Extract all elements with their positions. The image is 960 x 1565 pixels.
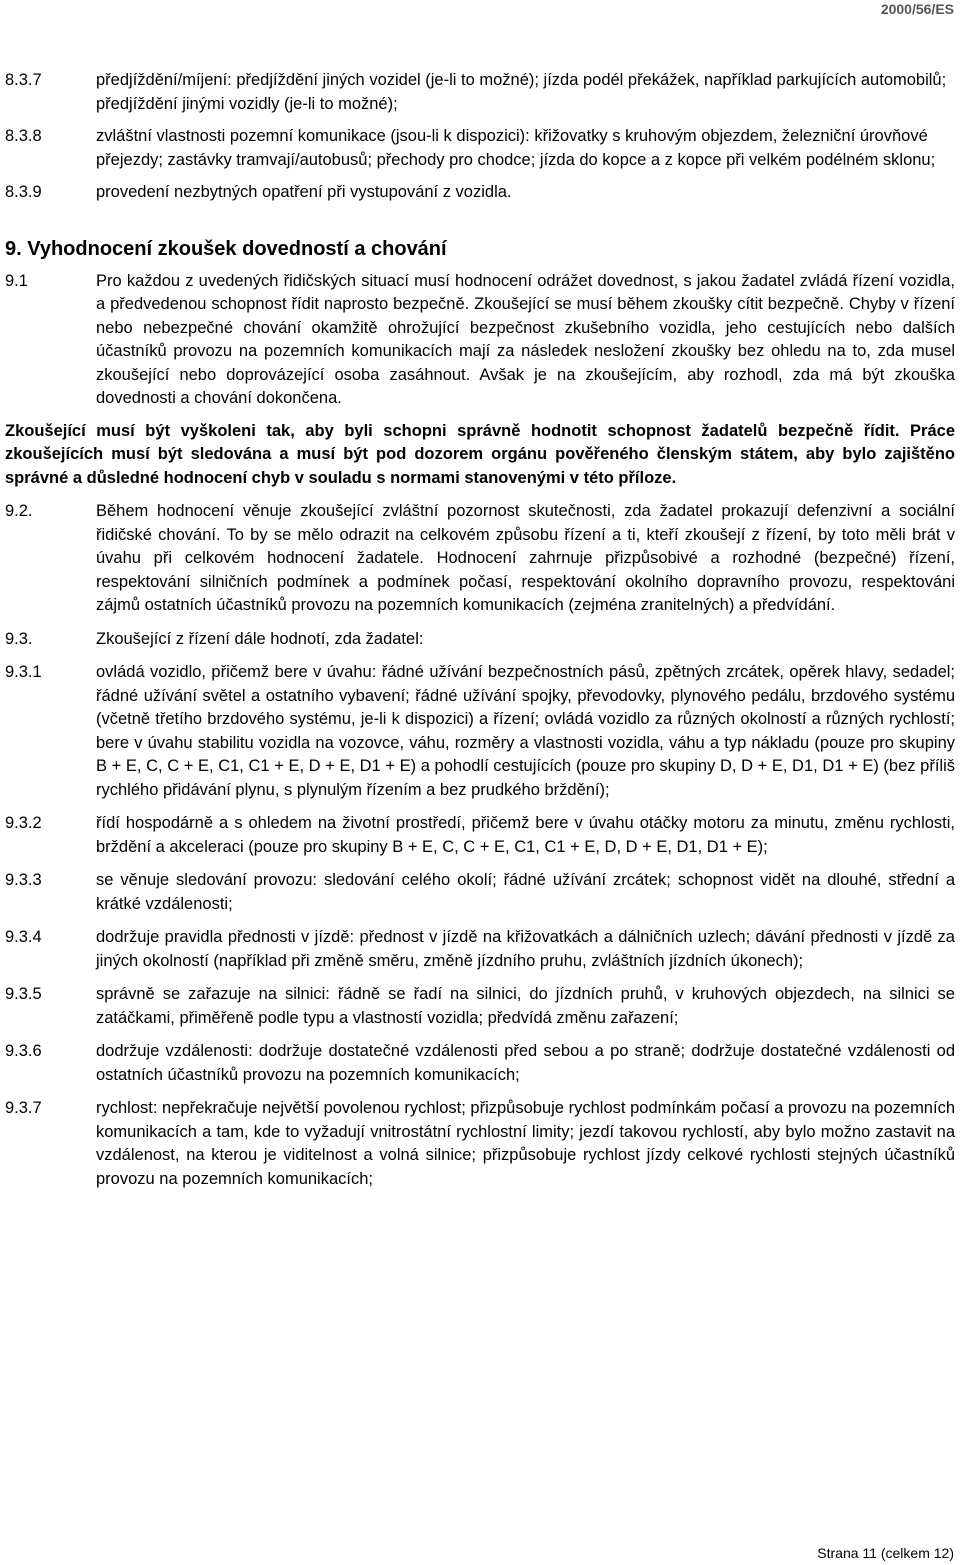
item-text: Pro každou z uvedených řidičských situací musí hodnocení odrážet dovednost, s jakou žadatel zvládá řízení vozidla, a předvedenou schopnost řídit naprosto bezpečně. Zkoušející se musí během zkoušky cítit bezpečně. Chyby v řízení nebo nebezpečné chování okamžitě ohrožující bezpečnost zkušebního vozidla, jeho cestujících nebo dalších účastníků provozu na pozemních komunikacích mají za následek nesložení zkoušky bez ohledu na to, zda musel zkoušející nebo doprovázející osoba zasáhnout. Avšak je na zkoušejícím, aby rozhodl, zda má být zkouška dovednosti a chování dokončena.: [96, 271, 955, 407]
item-number: 9.3.: [5, 629, 33, 648]
item-text: dodržuje pravidla přednosti v jízdě: přednost v jízdě na křižovatkách a dálničních uzlech; dávání přednosti v jízdě za jiných okolností (například při změně směru, změně jízdního pruhu, zvláštních jízdních úkonech);: [96, 928, 955, 970]
list-item: [5, 983, 955, 1030]
list-item: [5, 661, 955, 802]
item-text: ovládá vozidlo, přičemž bere v úvahu: řádné užívání bezpečnostních pásů, zpětných zrcátek, opěrek hlavy, sedadel; řádné užívání světel a ostatního vybavení; řádné užívání spojky, převodovky, plynového pedálu, brzdového systému (včetně třetího brzdového systému, je-li k dispozici) a řízení; ovládá vozidlo za různých okolností a různých rychlostí; bere v úvahu stabilitu vozidla na vozovce, váhu, rozměry a vlastnosti vozidla, váhu a typ nákladu (pouze pro skupiny B + E, C, C + E, C1, C1 + E, D + E, D1 + E) a pohodlí cestujících (pouze pro skupiny D, D + E, D1, D1 + E) (bez příliš rychlého přidávání plynu, s plynulým řízením a bez prudkého brždění);: [96, 663, 955, 799]
item-text: Během hodnocení věnuje zkoušející zvláštní pozornost skutečnosti, zda žadatel prokazují defenzivní a sociální řidičské chování. To by se mělo odrazit na celkovém způsobu řízení a ti, kteří zkoušejí z řízení, by toto měli brát v úvahu při celkovém hodnocení žadatele. Hodnocení zahrnuje přizpůsobivé a rozhodné (bezpečné) řízení, respektování silničních podmínek a podmínek počasí, respektování okolního dopravního provozu, respektováni zájmů ostatních účastníků provozu na pozemních komunikacích (zejména zranitelných) a předvídání.: [96, 502, 955, 614]
list-item: [5, 1097, 955, 1191]
item-text: provedení nezbytných opatření při vystupování z vozidla.: [96, 183, 512, 201]
item-number: 8.3.8: [5, 127, 42, 145]
item-number: 8.3.9: [5, 183, 42, 201]
item-text: řídí hospodárně a s ohledem na životní prostředí, přičemž bere v úvahu otáčky motoru za minutu, změnu rychlosti, brždění a akceleraci (pouze pro skupiny B + E, C, C + E, C1, C1 + E, D, D + E, D1, D1 + E);: [96, 814, 955, 856]
item-text: předjíždění/míjení: předjíždění jiných vozidel (je-li to možné); jízda podél překážek, například parkujících automobilů; předjíždění jinými vozidly (je-li to možné);: [96, 71, 947, 113]
item-text: dodržuje vzdálenosti: dodržuje dostatečné vzdálenosti před sebou a po straně; dodržuje dostatečné vzdálenosti od ostatních účastníků provozu na pozemních komunikacích;: [96, 1042, 955, 1084]
bold-paragraph: Zkoušející musí být vyškoleni tak, aby byli schopni správně hodnotit schopnost žadatelů bezpečně řídit. Práce zkoušejících musí být sledována a musí být pod dozorem orgánu pověřeného členským státem, aby bylo zajištěno správné a důsledné hodnocení chyb v souladu s normami stanovenými v této příloze.: [5, 421, 955, 487]
list-item: [5, 1040, 955, 1087]
item-number: 9.2.: [5, 502, 33, 520]
document-reference: 2000/56/ES: [880, 1, 954, 17]
list-item: [5, 926, 955, 973]
list-item: [5, 69, 955, 116]
section-heading: 9. Vyhodnocení zkoušek dovedností a chování: [5, 237, 447, 260]
list-item: [5, 270, 955, 411]
page-number: Strana 11 (celkem 12): [817, 1545, 954, 1561]
list-item: [5, 869, 955, 916]
item-number: 9.3.2: [5, 814, 42, 832]
item-number: 9.3.5: [5, 985, 42, 1003]
document-body: [5, 69, 955, 1191]
item-text: se věnuje sledování provozu: sledování celého okolí; řádné užívání zrcátek; schopnost vidět na dlouhé, střední a krátké vzdálenosti;: [96, 871, 955, 913]
list-item: [5, 500, 955, 618]
item-number: 9.3.1: [5, 663, 42, 681]
list-item: [5, 628, 955, 652]
item-number: 8.3.7: [5, 71, 42, 89]
item-text: Zkoušející z řízení dále hodnotí, zda žadatel:: [96, 629, 424, 648]
item-text: správně se zařazuje na silnici: řádně se řadí na silnici, do jízdních pruhů, v kruhových objezdech, na silnici se zatáčkami, přiměřeně podle typu a vlastností vozidla; předvídá změnu zařazení;: [96, 985, 955, 1027]
list-item: [5, 812, 955, 859]
item-number: 9.3.7: [5, 1099, 42, 1117]
item-number: 9.3.3: [5, 871, 42, 889]
item-number: 9.3.4: [5, 928, 42, 946]
item-text: rychlost: nepřekračuje největší povolenou rychlost; přizpůsobuje rychlost podmínkám počasí a provozu na pozemních komunikacích a tam, kde to vyžadují vnitrostátní rychlostní limity; jezdí takovou rychlostí, aby bylo možno zastavit na vzdálenost, na kterou je viditelnost a volná silnice; přizpůsobuje rychlost jízdy celkové rychlosti stejných účastníků provozu na pozemních komunikacích;: [96, 1099, 955, 1188]
item-text: zvláštní vlastnosti pozemní komunikace (jsou-li k dispozici): křižovatky s kruhovým objezdem, železniční úrovňové přejezdy; zastávky tramvají/autobusů; přechody pro chodce; jízda do kopce a z kopce při velkém podélném sklonu;: [96, 127, 936, 169]
item-number: 9.3.6: [5, 1042, 42, 1060]
list-item: [5, 125, 955, 172]
item-number: 9.1: [5, 271, 28, 290]
list-item: [5, 181, 955, 205]
